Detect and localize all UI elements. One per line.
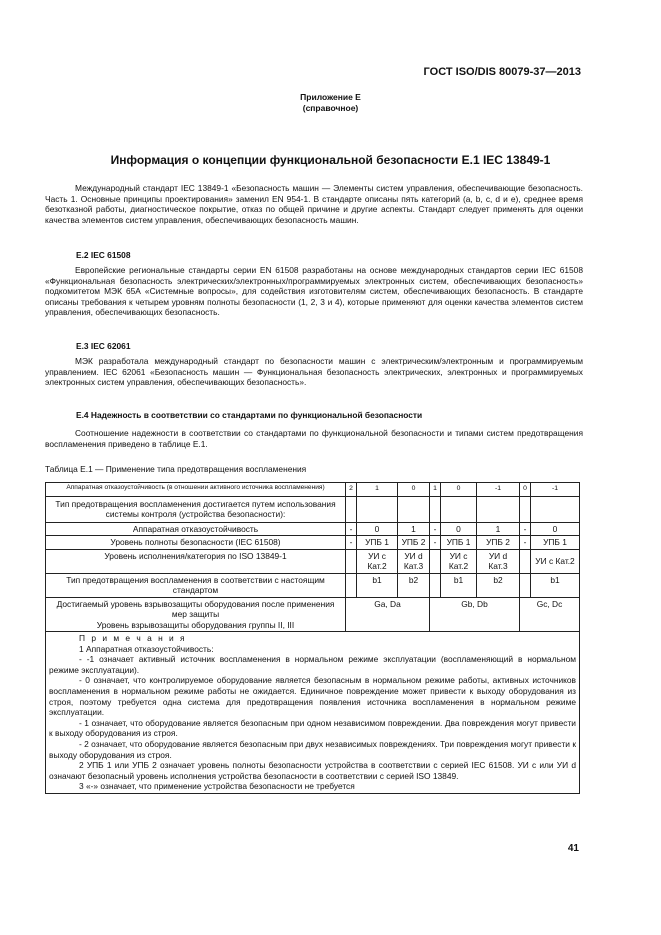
table-cell: УПБ 2 (477, 536, 520, 550)
note-item: - -1 означает активный источник воспламенения в нормальном режиме эксплуатации (воспламеняющий в нормальном режиме эксплуатации). (49, 654, 576, 675)
epl-label-group: Уровень взрывозащиты оборудования группы II, III (96, 619, 295, 630)
table-cell: УИ с Кат.2 (441, 549, 477, 573)
table-cell: - (520, 522, 531, 536)
table-cell: 2 (346, 483, 357, 497)
table-cell: УИ с Кат.2 (531, 549, 580, 573)
table-row-equipment-protection-level (46, 597, 580, 632)
table-row-control-system (46, 496, 580, 522)
ignition-prevention-table (45, 482, 580, 794)
table-cell-label: Аппаратная отказоустойчивость (46, 522, 346, 536)
table-cell: 1 (477, 522, 520, 536)
table-cell: b2 (398, 573, 430, 597)
table-cell (477, 496, 520, 522)
table-cell (520, 549, 531, 573)
table-cell (520, 496, 531, 522)
section-paragraph-e4 (45, 428, 583, 449)
epl-label-achieved: Достигаемый уровень взрывозащиты оборудования после применения мер защиты (56, 598, 335, 619)
table-cell: УИ d Кат.3 (477, 549, 520, 573)
section-paragraph-e3 (45, 356, 583, 388)
document-code: ГОСТ ISO/DIS 80079-37—2013 (423, 66, 581, 78)
table-cell-label: Уровень исполнения/категория по ISO 13849-1 (46, 549, 346, 573)
table-cell: 0 (531, 522, 580, 536)
table-cell (346, 549, 357, 573)
table-cell: b1 (531, 573, 580, 597)
section-text-e4: Соотношение надежности в соответствии со стандартами по функциональной безопасности и типами систем предотвращения воспламенения приведено в таблице Е.1. (45, 428, 583, 449)
table-cell-label: Аппаратная отказоустойчивость (в отношении активного источника воспламенения) (46, 483, 346, 497)
notes-title: П р и м е ч а н и я (79, 633, 187, 643)
page-number: 41 (567, 843, 579, 854)
table-cell: b2 (477, 573, 520, 597)
table-cell: УИ с Кат.2 (357, 549, 398, 573)
table-row-hardware-fault-tolerance (46, 522, 580, 536)
table-row-notes (46, 632, 580, 794)
table-cell: -1 (477, 483, 520, 497)
appendix-heading (0, 92, 661, 114)
table-row-safety-integrity-level (46, 536, 580, 550)
table-cell: Gc, Dc (520, 597, 580, 632)
table-cell: - (346, 536, 357, 550)
section-paragraph-e2 (45, 265, 583, 318)
table-cell: 1 (430, 483, 441, 497)
note-item: - 2 означает, что оборудование является безопасным при двух независимых повреждениях. Три повреждения могут привести к выходу оборудования из строя. (49, 738, 576, 760)
table-cell: УПБ 2 (398, 536, 430, 550)
note-item: - 1 означает, что оборудование является безопасным при одном независимом повреждении. Два повреждения могут привести к выходу оборудования из строя. (49, 717, 576, 739)
table-cell: - (430, 522, 441, 536)
table-cell (520, 573, 531, 597)
note-item: - 0 означает, что контролируемое оборудование является безопасным в нормальном режиме работы, активных источников воспламенения в нормальном режиме работы не ожидается. Единичное повреждение может привести к выходу оборудования из строя, поэтому требуется одна система для предотвращения появления источника воспламенения в нормальном режиме эксплуатации. (49, 675, 576, 718)
table-cell: 0 (441, 483, 477, 497)
table-cell (430, 496, 441, 522)
table-notes (46, 632, 580, 794)
table-cell (357, 496, 398, 522)
table-cell (346, 573, 357, 597)
table-cell: - (520, 536, 531, 550)
table-cell (430, 573, 441, 597)
section-text-e3: МЭК разработала международный стандарт по безопасности машин с электрическим/электронным и программируемым управлением. IEC 62061 «Безопасность машин — Функциональная безопасность электрических, электронных и программируемых электронных систем управления, обеспечивающих безопасность». (45, 356, 583, 388)
table-cell: - (346, 522, 357, 536)
intro-paragraph (45, 183, 583, 225)
page-title: Информация о концепции функциональной безопасности Е.1 IEC 13849-1 (110, 153, 551, 167)
table-cell-label: Тип предотвращения воспламенения достигается путем использования системы контроля (устройства безопасности): (46, 496, 346, 522)
table-row-fault-tolerance-source (46, 483, 580, 497)
note-item: 3 «-» означает, что применение устройства безопасности не требуется (79, 781, 355, 792)
intro-text: Международный стандарт IEC 13849-1 «Безопасность машин — Элементы систем управления, обеспечивающие безопасность. Часть 1. Основные принципы проектирования» заменил EN 954-1. В стандарте описаны пять категорий (a, b, c, d и e), среднее время безотказной работы, диагностическое покрытие, отказ по общей причине и другие аспекты. Стандарт следует применять для оценки качества элементов систем управления, обеспечивающих безопасность машин. (45, 183, 583, 225)
note-item: 1 Аппаратная отказоустойчивость: (79, 643, 214, 654)
table-cell: -1 (531, 483, 580, 497)
table-cell (430, 549, 441, 573)
table-cell: Ga, Da (346, 597, 430, 632)
table-cell: Gb, Db (430, 597, 520, 632)
table-cell: 0 (441, 522, 477, 536)
section-text-e2: Европейские региональные стандарты серии EN 61508 разработаны на основе международных стандартов серии IEC 61508 «Функциональная безопасность электрических/электронных/программируемых электронных систем, обеспечивающих безопасность» подкомитетом МЭК 65А «Системные вопросы», для содействия изготовителям систем, обеспечивающих безопасность. В стандарте описаны требования к четырем уровням полноты безопасности (1, 2, 3 и 4), которые применяют для оценки качества элементов систем управления, обеспечивающих безопасность. (45, 265, 583, 318)
table-cell: - (430, 536, 441, 550)
table-cell-label: Тип предотвращения воспламенения в соответствии с настоящим стандартом (46, 573, 346, 597)
table-cell: УПБ 1 (441, 536, 477, 550)
appendix-subtitle: (справочное) (302, 103, 359, 113)
table-cell: 1 (357, 483, 398, 497)
table-row-ignition-prevention-type (46, 573, 580, 597)
table-cell: 0 (357, 522, 398, 536)
table-cell-label (46, 597, 346, 632)
appendix-title: Приложение Е (300, 92, 361, 102)
table-cell: 0 (520, 483, 531, 497)
section-heading-e3: Е.3 IEC 62061 (76, 341, 131, 351)
table-cell: УИ d Кат.3 (398, 549, 430, 573)
table-row-performance-level (46, 549, 580, 573)
table-cell: 0 (398, 483, 430, 497)
table-cell: УПБ 1 (531, 536, 580, 550)
table-caption: Таблица Е.1 — Применение типа предотвращения воспламенения (45, 464, 307, 474)
table-cell (531, 496, 580, 522)
table-cell (441, 496, 477, 522)
table-cell-label: Уровень полноты безопасности (IEC 61508) (46, 536, 346, 550)
table-cell: 1 (398, 522, 430, 536)
table-cell: b1 (357, 573, 398, 597)
table-cell: b1 (441, 573, 477, 597)
table-cell (346, 496, 357, 522)
table-cell (398, 496, 430, 522)
table-cell: УПБ 1 (357, 536, 398, 550)
section-heading-e2: Е.2 IEC 61508 (76, 250, 131, 260)
section-heading-e4: Е.4 Надежность в соответствии со стандартами по функциональной безопасности (76, 410, 423, 420)
note-item: 2 УПБ 1 или УПБ 2 означает уровень полноты безопасности устройства в соответствии с серией IEC 61508. УИ с или УИ d означают безопасный уровень исполнения устройства безопасности в соответствии с серией ISO 13849. (49, 760, 576, 781)
